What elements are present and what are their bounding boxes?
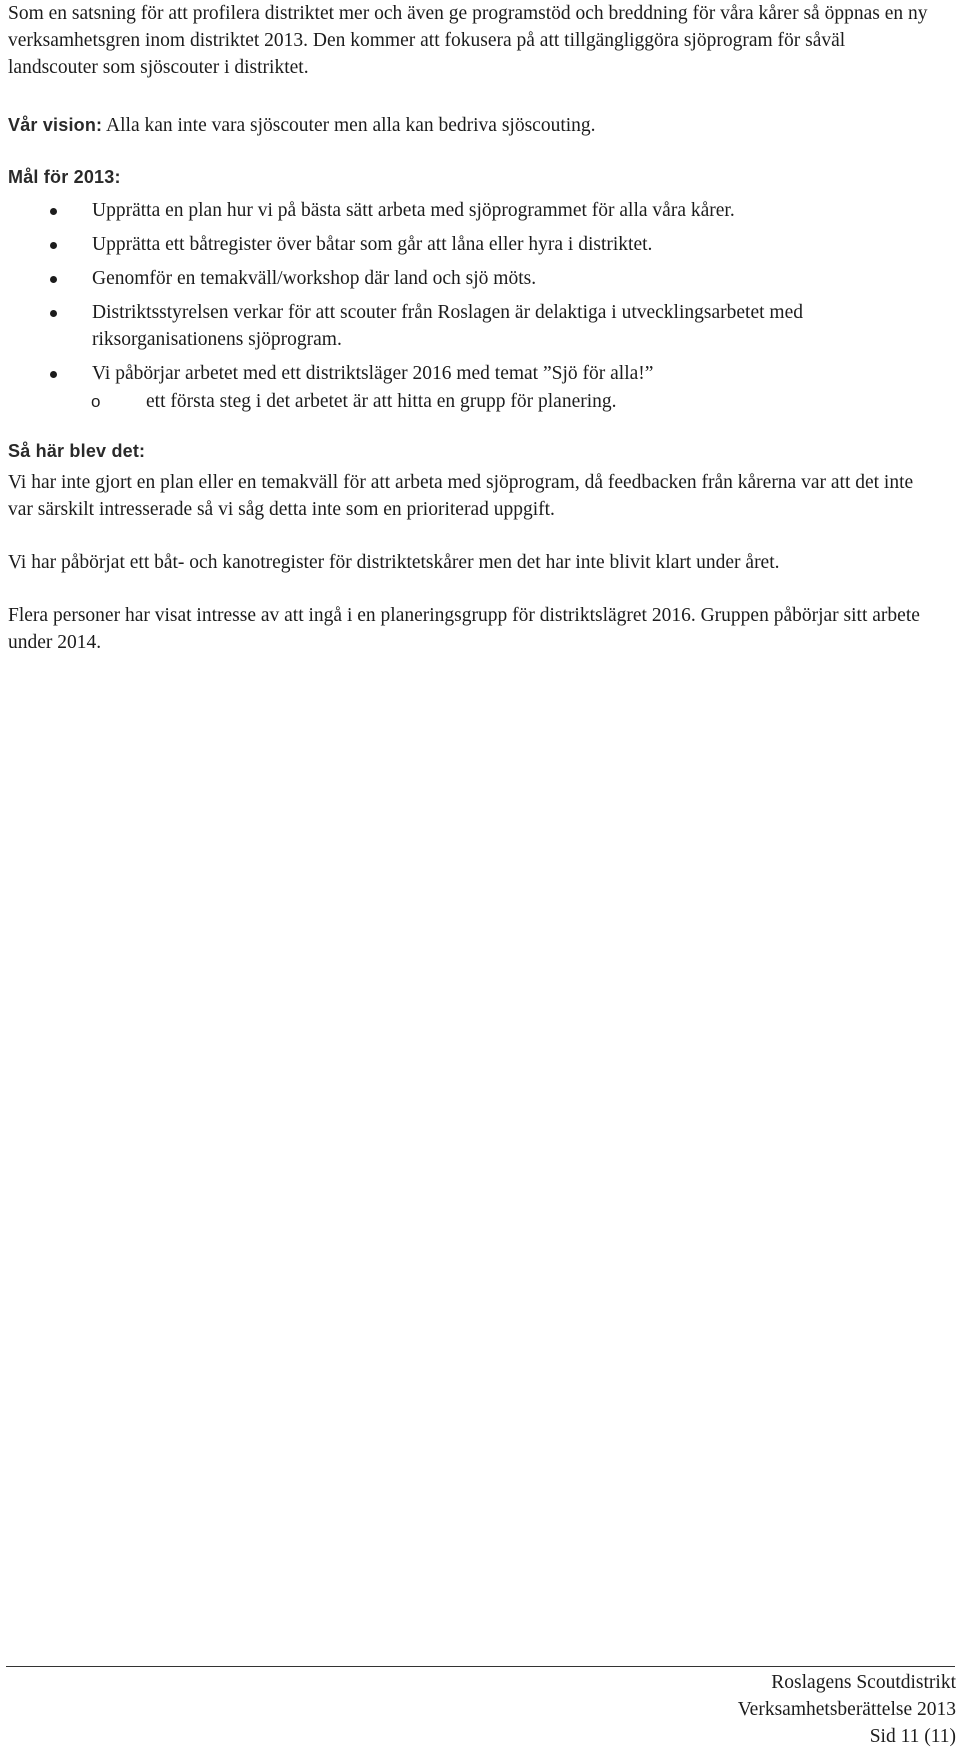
bullet-icon [50, 310, 57, 317]
goal-item [8, 360, 938, 415]
goal-text: Distriktsstyrelsen verkar för att scouter från Roslagen är delaktiga i utvecklingsarbetet med riksorganisationens sjöprogram. [92, 302, 803, 350]
bullet-icon [50, 276, 57, 283]
bullet-icon [50, 208, 57, 215]
result-paragraph: Vi har inte gjort en plan eller en temakväll för att arbeta med sjöprogram, då feedbacken från kårerna var att det inte var särskilt intresserade så vi såg detta inte som en prioriterad uppgift. [8, 472, 914, 520]
page-footer [738, 1669, 956, 1750]
goal-item [8, 231, 938, 258]
intro-paragraph: Som en satsning för att profilera distriktet mer och även ge programstöd och breddning för våra kårer så öppnas en ny verksamhetsgren inom distriktet 2013. Den kommer att fokusera på att tillgängliggöra sjöprogram för såväl landscouter som sjöscouter i distriktet. [8, 3, 928, 78]
footer-document-title: Verksamhetsberättelse 2013 [737, 1699, 956, 1720]
goal-text: Genomför en temakväll/workshop där land och sjö möts. [92, 268, 537, 289]
goals-list [8, 197, 938, 415]
circle-bullet-icon: o [91, 392, 101, 411]
goal-sublist [92, 388, 938, 415]
document-page [8, 0, 938, 656]
goal-item [8, 299, 938, 353]
vision-text: Alla kan inte vara sjöscouter men alla kan bedriva sjöscouting. [102, 115, 596, 136]
bullet-icon [50, 242, 57, 249]
goals-heading: Mål för 2013: [8, 167, 121, 187]
result-paragraph: Vi har påbörjat ett båt- och kanotregister för distriktetskårer men det har inte blivit klart under året. [8, 552, 780, 573]
goal-text: Upprätta ett båtregister över båtar som går att låna eller hyra i distriktet. [92, 234, 653, 255]
goal-subitem-text: ett första steg i det arbetet är att hitta en grupp för planering. [146, 391, 617, 412]
result-heading: Så här blev det: [8, 441, 146, 461]
goal-item [8, 265, 938, 292]
goal-subitem [80, 388, 938, 415]
goal-text: Upprätta en plan hur vi på bästa sätt arbeta med sjöprogrammet för alla våra kårer. [92, 200, 735, 221]
vision-statement [8, 112, 938, 139]
goal-item [8, 197, 938, 224]
footer-divider [6, 1666, 955, 1667]
footer-page-number: Sid 11 (11) [869, 1726, 956, 1747]
footer-organization: Roslagens Scoutdistrikt [771, 1672, 956, 1693]
bullet-icon [50, 371, 57, 378]
vision-label: Vår vision: [8, 115, 103, 135]
result-paragraph: Flera personer har visat intresse av att ingå i en planeringsgrupp för distriktslägret 2016. Gruppen påbörjar sitt arbete under 2014. [8, 605, 920, 653]
goal-text: Vi påbörjar arbetet med ett distriktsläger 2016 med temat ”Sjö för alla!” [92, 363, 654, 384]
